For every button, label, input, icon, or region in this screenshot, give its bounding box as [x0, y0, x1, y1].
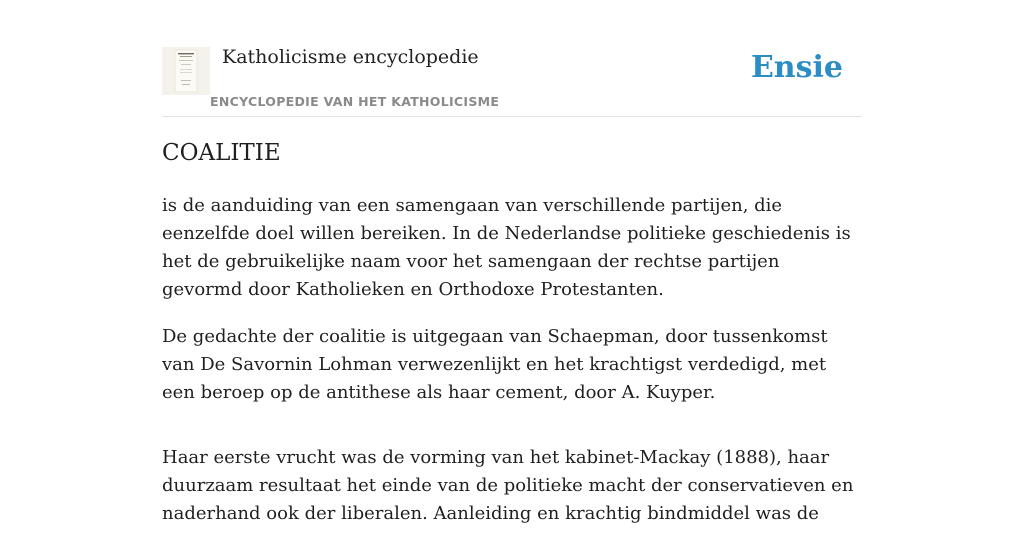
page — [162, 0, 862, 524]
entry-title: COALITIE — [162, 140, 281, 166]
book-cover-icon[interactable] — [162, 47, 210, 95]
entry-paragraph: is de aanduiding van een samengaan van verschillende partijen, die eenzelfde doel willen bereiken. In de Nederlandse politieke geschiedenis is het de gebruikelijke naam voor het samengaan der rechtse partijen gevormd door Katholieken en Orthodoxe Protestanten. — [162, 195, 851, 300]
entry-body — [162, 192, 862, 547]
header — [162, 0, 862, 117]
entry-paragraph: Haar eerste vrucht was de vorming van het kabinet-Mackay (1888), haar duurzaam resultaat het einde van de politieke macht der conservatieven en naderhand ook der liberalen. Aanleiding en krachtig bindmiddel was de — [162, 447, 854, 524]
source-subtitle: ENCYCLOPEDIE VAN HET KATHOLICISME — [210, 94, 500, 109]
source-title[interactable]: Katholicisme encyclopedie — [222, 46, 479, 68]
ensie-logo[interactable]: Ensie — [750, 50, 843, 85]
entry-paragraph: De gedachte der coalitie is uitgegaan van Schaepman, door tussenkomst van De Savornin Lohman verwezenlijkt en het krachtigst verdedigd, met een beroep op de antithese als haar cement, door A. Kuyper. — [162, 326, 828, 403]
